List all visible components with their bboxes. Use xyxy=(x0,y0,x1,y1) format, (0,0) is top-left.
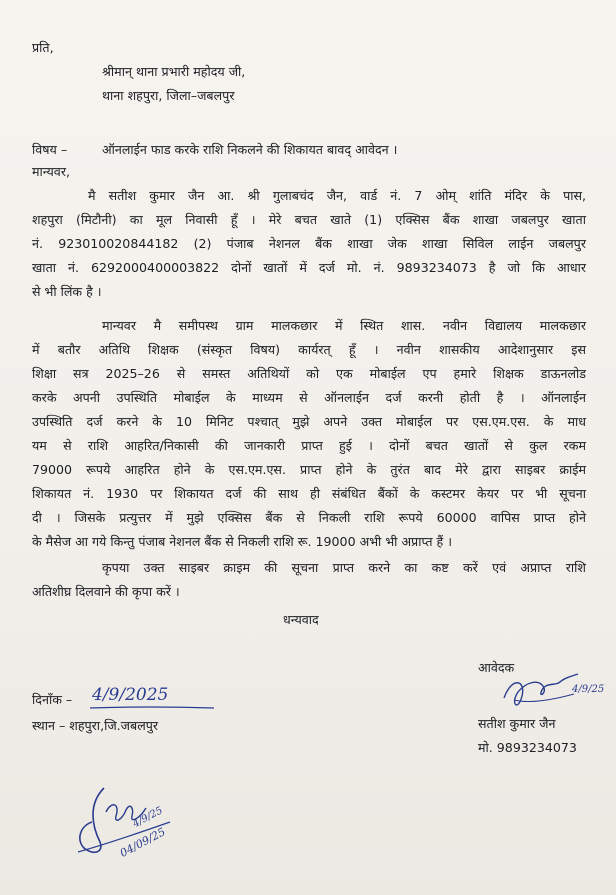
body-line: नं. 923010020844182 (2) पंजाब नेशनल बैंक शाखा जेक शाखा सिविल लाईन जबलपुर xyxy=(32,236,586,251)
date-label: दिनाँक – xyxy=(32,692,73,707)
body-line: शिकायत नं. 1930 पर शिकायत दर्ज की साथ ही संबंधित बैंकों के कस्टमर केयर पर भी सूचना xyxy=(32,486,586,501)
date-underline xyxy=(88,705,218,711)
applicant-name: सतीश कुमार जैन xyxy=(478,716,556,731)
body-line: 79000 रूपये आहरित होने के एस.एम.एस. प्राप्त होने के तुरंत बाद मेरे द्वारा साइबर क्राईम xyxy=(32,462,586,477)
closing: धन्यवाद xyxy=(283,612,319,627)
applicant-label: आवेदक xyxy=(478,660,515,675)
body-line: मै सतीश कुमार जैन आ. श्री गुलाबचंद जैन, वार्ड नं. 7 ओम् शांति मंदिर के पास, xyxy=(88,188,586,203)
body-line: दी । जिसके प्रत्युत्तर में मुझे एक्सिस बैंक से निकली राशि रूपये 60000 वापिस प्राप्त होने xyxy=(32,510,586,525)
salutation: मान्यवर, xyxy=(32,164,70,179)
receipt-sign-date-2: 04/09/25 xyxy=(117,825,168,860)
to-label: प्रति, xyxy=(32,40,54,55)
body-line: अतिशीघ्र दिलवाने की कृपा करें । xyxy=(32,584,180,599)
body-line: यम से राशि आहरित/निकासी की जानकारी प्राप्त हुई । दोनों बचत खातों से कुल रकम xyxy=(32,438,586,453)
applicant-mobile: मो. 9893234073 xyxy=(478,740,577,755)
subject-text: ऑनलाईन फाड करके राशि निकलने की शिकायत बावद् आवेदन । xyxy=(102,142,398,157)
body-line: खाता नं. 6292000400003822 दोनों खातों में दर्ज मो. नं. 9893234073 है जो कि आधार xyxy=(32,260,586,275)
recipient-line-2: थाना शहपुरा, जिला–जबलपुर xyxy=(102,88,235,103)
date-value: 4/9/2025 xyxy=(92,685,169,705)
body-line: के मैसेज आ गये किन्तु पंजाब नेशनल बैंक से निकली राशि रू. 19000 अभी भी अप्राप्त हैं । xyxy=(32,534,453,549)
body-line: करके अपनी उपस्थिति मोबाईल के माध्यम से ऑनलाईन दर्ज करनी होती है । ऑनलाईन xyxy=(32,390,586,405)
subject-label: विषय – xyxy=(32,142,68,157)
body-line: में बतौर अतिथि शिक्षक (संस्कृत विषय) कार्यरत् हूँ । नवीन शासकीय आदेशानुसार इस xyxy=(32,342,586,357)
body-line: मान्यवर मै समीपस्थ ग्राम मालकछार में स्थित शास. नवीन विद्यालय मालकछार xyxy=(102,318,586,333)
body-line: से भी लिंक है । xyxy=(32,284,102,299)
body-line: शहपुरा (मिटौनी) का मूल निवासी हूँ । मेरे बचत खाते (1) एक्सिस बैंक शाखा जबलपुर खाता xyxy=(32,212,586,227)
receipt-sign-date-1: 4/9/25 xyxy=(131,805,165,830)
recipient-line-1: श्रीमान् थाना प्रभारी महोदय जी, xyxy=(102,64,246,79)
applicant-signature xyxy=(500,670,580,710)
place-label: स्थान – शहपुरा,जि.जबलपुर xyxy=(32,718,159,733)
body-line: कृपया उक्त साइबर क्राइम की सूचना प्राप्त करने का कष्ट करें एवं अप्राप्त राशि xyxy=(102,560,586,575)
body-line: शिक्षा सत्र 2025–26 से समस्त अतिथियों को एक मोबाईल एप हमारे शिक्षक डाऊनलोड xyxy=(32,366,586,381)
receipt-signature xyxy=(70,782,190,872)
body-line: उपस्थिति दर्ज करने के 10 मिनिट पश्चात् मुझे अपने उक्त मोबाईल पर एस.एम.एस. के माध xyxy=(32,414,586,429)
applicant-sign-date: 4/9/25 xyxy=(572,684,605,695)
